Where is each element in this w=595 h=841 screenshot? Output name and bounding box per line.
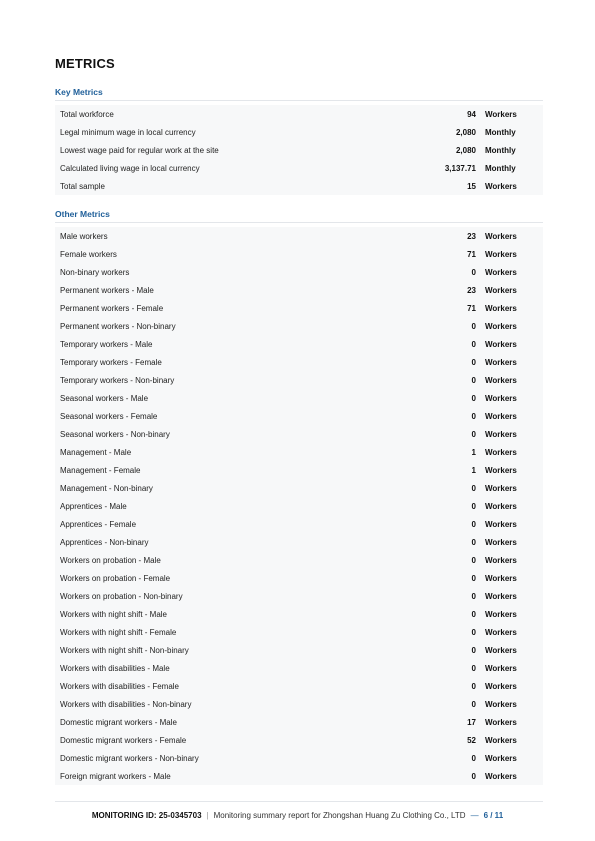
metric-unit: Workers [485, 181, 517, 191]
table-row [55, 141, 543, 159]
metric-value: 0 [471, 339, 476, 349]
metric-label: Domestic migrant workers - Male [60, 717, 177, 727]
metric-unit: Workers [485, 321, 517, 331]
footer-description: Monitoring summary report for Zhongshan Huang Zu Clothing Co., LTD [213, 811, 466, 820]
metric-label: Total sample [60, 181, 105, 191]
metric-unit: Workers [485, 109, 517, 119]
page-number: 6 / 11 [483, 811, 504, 820]
metric-unit: Workers [485, 231, 517, 241]
metric-label: Workers with disabilities - Non-binary [60, 699, 192, 709]
table-row [55, 159, 543, 177]
table-row [55, 497, 543, 515]
metric-label: Management - Female [60, 465, 141, 475]
table-row [55, 659, 543, 677]
metric-unit: Workers [485, 501, 517, 511]
table-row [55, 515, 543, 533]
table-row [55, 695, 543, 713]
metric-label: Seasonal workers - Female [60, 411, 158, 421]
metric-value: 0 [471, 699, 476, 709]
metric-value: 52 [467, 735, 476, 745]
metric-unit: Workers [485, 591, 517, 601]
metric-unit: Monthly [485, 127, 516, 137]
metric-value: 0 [471, 411, 476, 421]
metric-unit: Workers [485, 447, 517, 457]
metric-label: Workers with disabilities - Female [60, 681, 179, 691]
metric-unit: Workers [485, 375, 517, 385]
metric-label: Apprentices - Non-binary [60, 537, 149, 547]
metric-value: 23 [467, 285, 476, 295]
metric-unit: Monthly [485, 163, 516, 173]
page-title: METRICS [55, 56, 115, 71]
table-row [55, 443, 543, 461]
metric-value: 0 [471, 771, 476, 781]
section-title-other-metrics: Other Metrics [55, 209, 110, 219]
metric-value: 0 [471, 429, 476, 439]
metric-unit: Workers [485, 753, 517, 763]
metric-unit: Workers [485, 699, 517, 709]
other-metrics-table [55, 227, 543, 785]
metric-unit: Workers [485, 303, 517, 313]
metric-value: 1 [471, 447, 476, 457]
metric-label: Legal minimum wage in local currency [60, 127, 196, 137]
metric-label: Female workers [60, 249, 117, 259]
metric-label: Domestic migrant workers - Non-binary [60, 753, 199, 763]
metric-unit: Workers [485, 285, 517, 295]
metric-label: Workers on probation - Non-binary [60, 591, 183, 601]
table-row [55, 407, 543, 425]
metric-value: 71 [467, 249, 476, 259]
metric-unit: Workers [485, 429, 517, 439]
metric-unit: Workers [485, 411, 517, 421]
footer-separator: | [206, 811, 209, 820]
metric-unit: Workers [485, 771, 517, 781]
table-row [55, 353, 543, 371]
table-row [55, 389, 543, 407]
metric-value: 0 [471, 357, 476, 367]
metric-label: Workers with night shift - Female [60, 627, 177, 637]
section-rule [55, 100, 543, 101]
metric-unit: Workers [485, 681, 517, 691]
table-row [55, 317, 543, 335]
table-row [55, 533, 543, 551]
metric-label: Temporary workers - Male [60, 339, 153, 349]
metric-label: Seasonal workers - Non-binary [60, 429, 170, 439]
metric-unit: Workers [485, 519, 517, 529]
metric-value: 0 [471, 393, 476, 403]
key-metrics-table [55, 105, 543, 195]
table-row [55, 587, 543, 605]
metric-value: 0 [471, 753, 476, 763]
metric-value: 0 [471, 627, 476, 637]
table-row [55, 105, 543, 123]
metric-unit: Workers [485, 573, 517, 583]
metric-value: 0 [471, 681, 476, 691]
metric-value: 23 [467, 231, 476, 241]
metric-label: Apprentices - Male [60, 501, 127, 511]
table-row [55, 425, 543, 443]
footer-dash: — [470, 811, 479, 820]
table-row [55, 177, 543, 195]
metric-unit: Workers [485, 627, 517, 637]
table-row [55, 299, 543, 317]
table-row [55, 767, 543, 785]
table-row [55, 479, 543, 497]
metric-value: 0 [471, 663, 476, 673]
table-row [55, 123, 543, 141]
metric-label: Permanent workers - Non-binary [60, 321, 176, 331]
metric-value: 0 [471, 609, 476, 619]
table-row [55, 461, 543, 479]
table-row [55, 677, 543, 695]
section-title-key-metrics: Key Metrics [55, 87, 103, 97]
metric-unit: Workers [485, 735, 517, 745]
metric-value: 94 [467, 109, 476, 119]
metric-label: Management - Non-binary [60, 483, 153, 493]
metric-unit: Workers [485, 555, 517, 565]
section-rule [55, 222, 543, 223]
metric-unit: Monthly [485, 145, 516, 155]
metric-unit: Workers [485, 393, 517, 403]
metric-label: Domestic migrant workers - Female [60, 735, 187, 745]
metric-unit: Workers [485, 645, 517, 655]
metric-label: Non-binary workers [60, 267, 130, 277]
table-row [55, 335, 543, 353]
table-row [55, 263, 543, 281]
metric-unit: Workers [485, 663, 517, 673]
metric-unit: Workers [485, 249, 517, 259]
footer [0, 811, 595, 820]
metric-label: Permanent workers - Male [60, 285, 154, 295]
metric-value: 2,080 [455, 145, 476, 155]
metric-value: 3,137.71 [444, 163, 476, 173]
table-row [55, 713, 543, 731]
metric-label: Workers with disabilities - Male [60, 663, 170, 673]
metric-value: 0 [471, 501, 476, 511]
table-row [55, 641, 543, 659]
metric-value: 0 [471, 375, 476, 385]
metric-label: Male workers [60, 231, 108, 241]
metric-label: Seasonal workers - Male [60, 393, 149, 403]
table-row [55, 569, 543, 587]
metric-label: Permanent workers - Female [60, 303, 164, 313]
metric-value: 2,080 [455, 127, 476, 137]
metric-label: Workers on probation - Female [60, 573, 171, 583]
metric-unit: Workers [485, 357, 517, 367]
metric-value: 0 [471, 537, 476, 547]
metric-value: 17 [467, 717, 476, 727]
metric-label: Total workforce [60, 109, 114, 119]
metric-label: Workers with night shift - Non-binary [60, 645, 189, 655]
metric-value: 0 [471, 483, 476, 493]
metric-value: 0 [471, 573, 476, 583]
metric-value: 71 [467, 303, 476, 313]
metric-label: Calculated living wage in local currency [60, 163, 200, 173]
metric-unit: Workers [485, 609, 517, 619]
metric-label: Workers with night shift - Male [60, 609, 167, 619]
metric-value: 0 [471, 591, 476, 601]
footer-rule [55, 801, 543, 802]
metric-unit: Workers [485, 537, 517, 547]
metric-value: 15 [467, 181, 476, 191]
metric-value: 0 [471, 519, 476, 529]
metric-unit: Workers [485, 465, 517, 475]
table-row [55, 245, 543, 263]
metric-label: Apprentices - Female [60, 519, 137, 529]
table-row [55, 371, 543, 389]
table-row [55, 227, 543, 245]
metric-unit: Workers [485, 483, 517, 493]
metric-value: 0 [471, 321, 476, 331]
table-row [55, 605, 543, 623]
metric-unit: Workers [485, 339, 517, 349]
table-row [55, 551, 543, 569]
table-row [55, 623, 543, 641]
table-row [55, 281, 543, 299]
metric-unit: Workers [485, 717, 517, 727]
metric-label: Workers on probation - Male [60, 555, 161, 565]
metric-value: 0 [471, 267, 476, 277]
metric-value: 0 [471, 645, 476, 655]
table-row [55, 731, 543, 749]
metric-value: 0 [471, 555, 476, 565]
metric-value: 1 [471, 465, 476, 475]
metric-label: Management - Male [60, 447, 132, 457]
table-row [55, 749, 543, 767]
monitoring-id: MONITORING ID: 25-0345703 [91, 811, 202, 820]
metric-label: Foreign migrant workers - Male [60, 771, 171, 781]
metric-label: Temporary workers - Female [60, 357, 162, 367]
metric-unit: Workers [485, 267, 517, 277]
metric-label: Lowest wage paid for regular work at the site [60, 145, 219, 155]
metric-label: Temporary workers - Non-binary [60, 375, 175, 385]
